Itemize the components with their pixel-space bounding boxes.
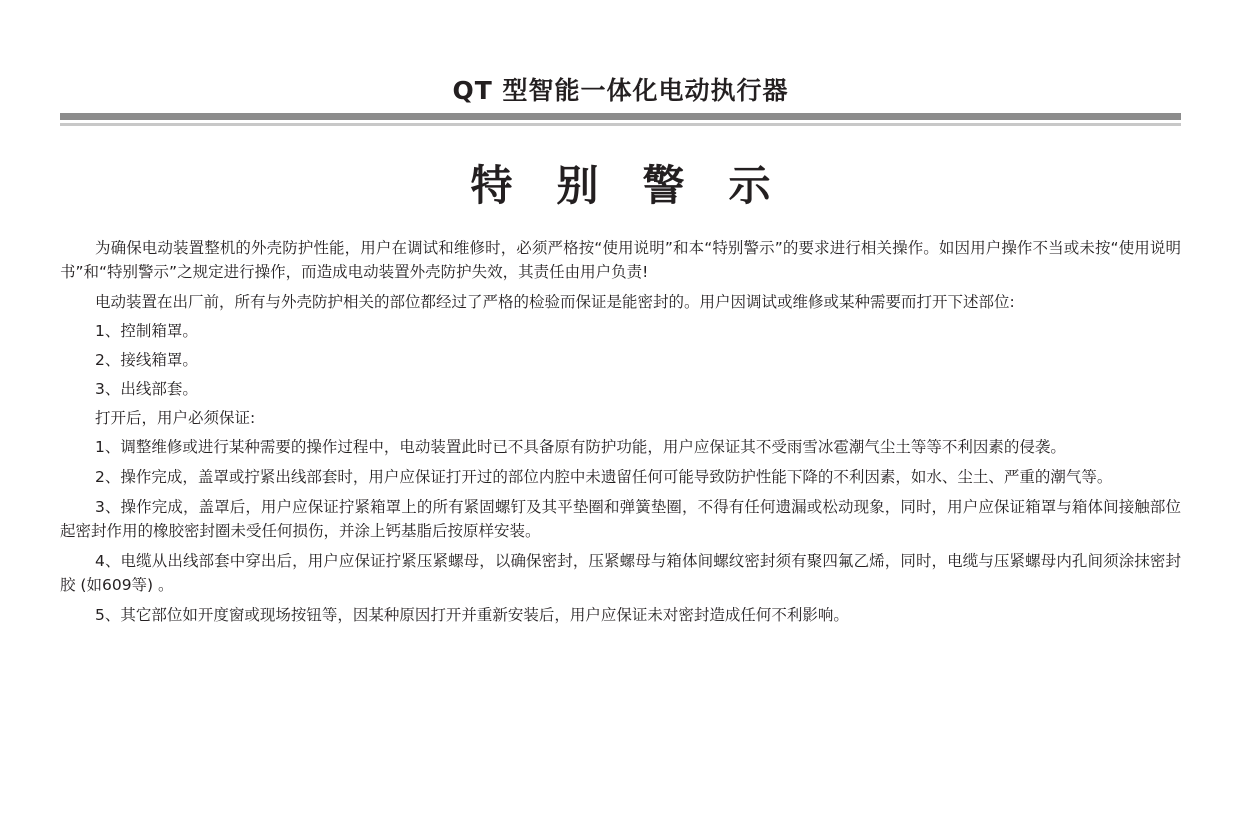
guarantee-item: 3、操作完成，盖罩后，用户应保证拧紧箱罩上的所有紧固螺钉及其平垫圈和弹簧垫圈，不得有任何遗漏或松动现象，同时，用户应保证箱罩与箱体间接触部位起密封作用的橡胶密封圈未受任何损伤，并涂上钙基脂后按原样安装。 bbox=[60, 498, 1181, 540]
guarantee-item: 4、电缆从出线部套中穿出后，用户应保证拧紧压紧螺母，以确保密封，压紧螺母与箱体间螺纹密封须有聚四氟乙烯，同时，电缆与压紧螺母内孔间须涂抹密封胶 (如609等) 。 bbox=[60, 552, 1181, 594]
notice-title: 特别警示 bbox=[470, 161, 815, 210]
part-item: 2、接线箱罩。 bbox=[95, 351, 198, 369]
notice-body bbox=[60, 236, 1181, 633]
header-rule-thin bbox=[60, 123, 1181, 126]
document-header-title: QT 型智能一体化电动执行器 bbox=[452, 76, 789, 105]
part-item: 1、控制箱罩。 bbox=[95, 322, 198, 340]
header-rule-thick bbox=[60, 113, 1181, 120]
factory-paragraph: 电动装置在出厂前，所有与外壳防护相关的部位都经过了严格的检验而保证是能密封的。用户因调试或维修或某种需要而打开下述部位: bbox=[95, 293, 1015, 311]
guarantee-item: 1、调整维修或进行某种需要的操作过程中，电动装置此时已不具备原有防护功能，用户应保证其不受雨雪冰雹潮气尘土等等不利因素的侵袭。 bbox=[95, 438, 1066, 456]
intro-paragraph: 为确保电动装置整机的外壳防护性能，用户在调试和维修时，必须严格按“使用说明”和本“特别警示”的要求进行相关操作。如因用户操作不当或未按“使用说明书”和“特别警示”之规定进行操作，而造成电动装置外壳防护失效，其责任由用户负责! bbox=[60, 239, 1181, 281]
guarantee-item: 5、其它部位如开度窗或现场按钮等，因某种原因打开并重新安装后，用户应保证未对密封造成任何不利影响。 bbox=[95, 606, 849, 624]
after-open-paragraph: 打开后，用户必须保证: bbox=[95, 409, 256, 427]
part-item: 3、出线部套。 bbox=[95, 380, 198, 398]
guarantee-item: 2、操作完成，盖罩或拧紧出线部套时，用户应保证打开过的部位内腔中未遗留任何可能导致防护性能下降的不利因素，如水、尘土、严重的潮气等。 bbox=[95, 468, 1113, 486]
